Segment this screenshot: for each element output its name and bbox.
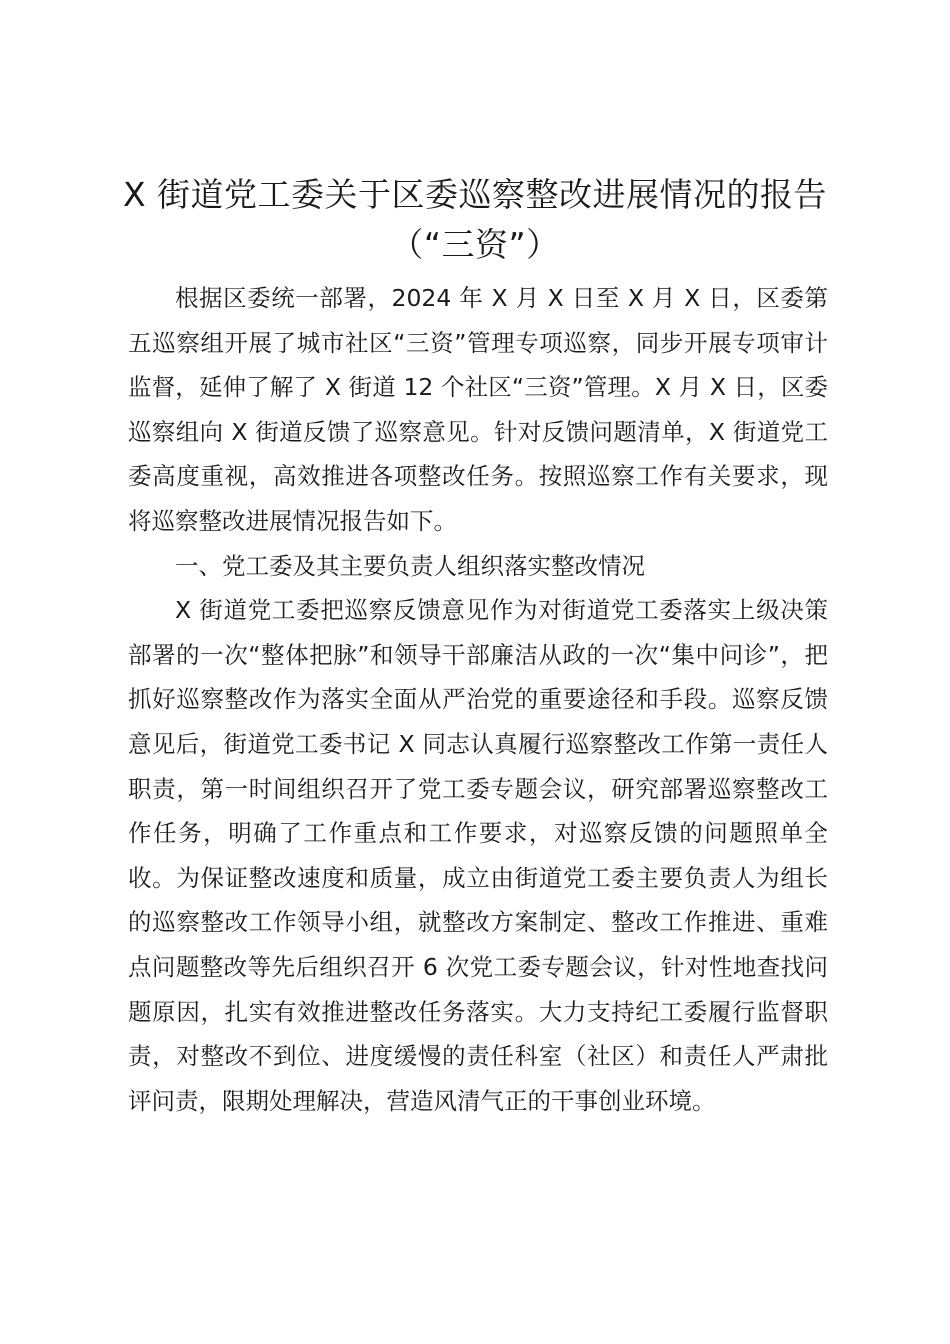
document-body	[128, 276, 828, 1123]
section-heading-1: 一、党工委及其主要负责人组织落实整改情况	[175, 551, 645, 580]
paragraph-intro: 根据区委统一部署，2024 年 X 月 X 日至 X 月 X 日，区委第五巡察组开展了城市社区“三资”管理专项巡察，同步开展专项审计监督，延伸了解了 X 街道 12 个社区“三资”管理。X 月 X 日，区委巡察组向 X 街道反馈了巡察意见。针对反馈问题清单，X 街道党工委高度重视，高效推进各项整改任务。按照巡察工作有关要求，现将巡察整改进展情况报告如下。	[128, 284, 828, 535]
paragraph-section-1: X 街道党工委把巡察反馈意见作为对街道党工委落实上级决策部署的一次“整体把脉”和领导干部廉洁从政的一次“集中问诊”，把抓好巡察整改作为落实全面从严治党的重要途径和手段。巡察反馈意见后，街道党工委书记 X 同志认真履行巡察整改工作第一责任人职责，第一时间组织召开了党工委专题会议，研究部署巡察整改工作任务，明确了工作重点和工作要求，对巡察反馈的问题照单全收。为保证整改速度和质量，成立由街道党工委主要负责人为组长的巡察整改工作领导小组，就整改方案制定、整改工作推进、重难点问题整改等先后组织召开 6 次党工委专题会议，针对性地查找问题原因，扎实有效推进整改任务落实。大力支持纪工委履行监督职责，对整改不到位、进度缓慢的责任科室（社区）和责任人严肃批评问责，限期处理解决，营造风清气正的干事创业环境。	[128, 596, 828, 1115]
document-title: X 街道党工委关于区委巡察整改进展情况的报告（“三资”）	[122, 175, 828, 264]
